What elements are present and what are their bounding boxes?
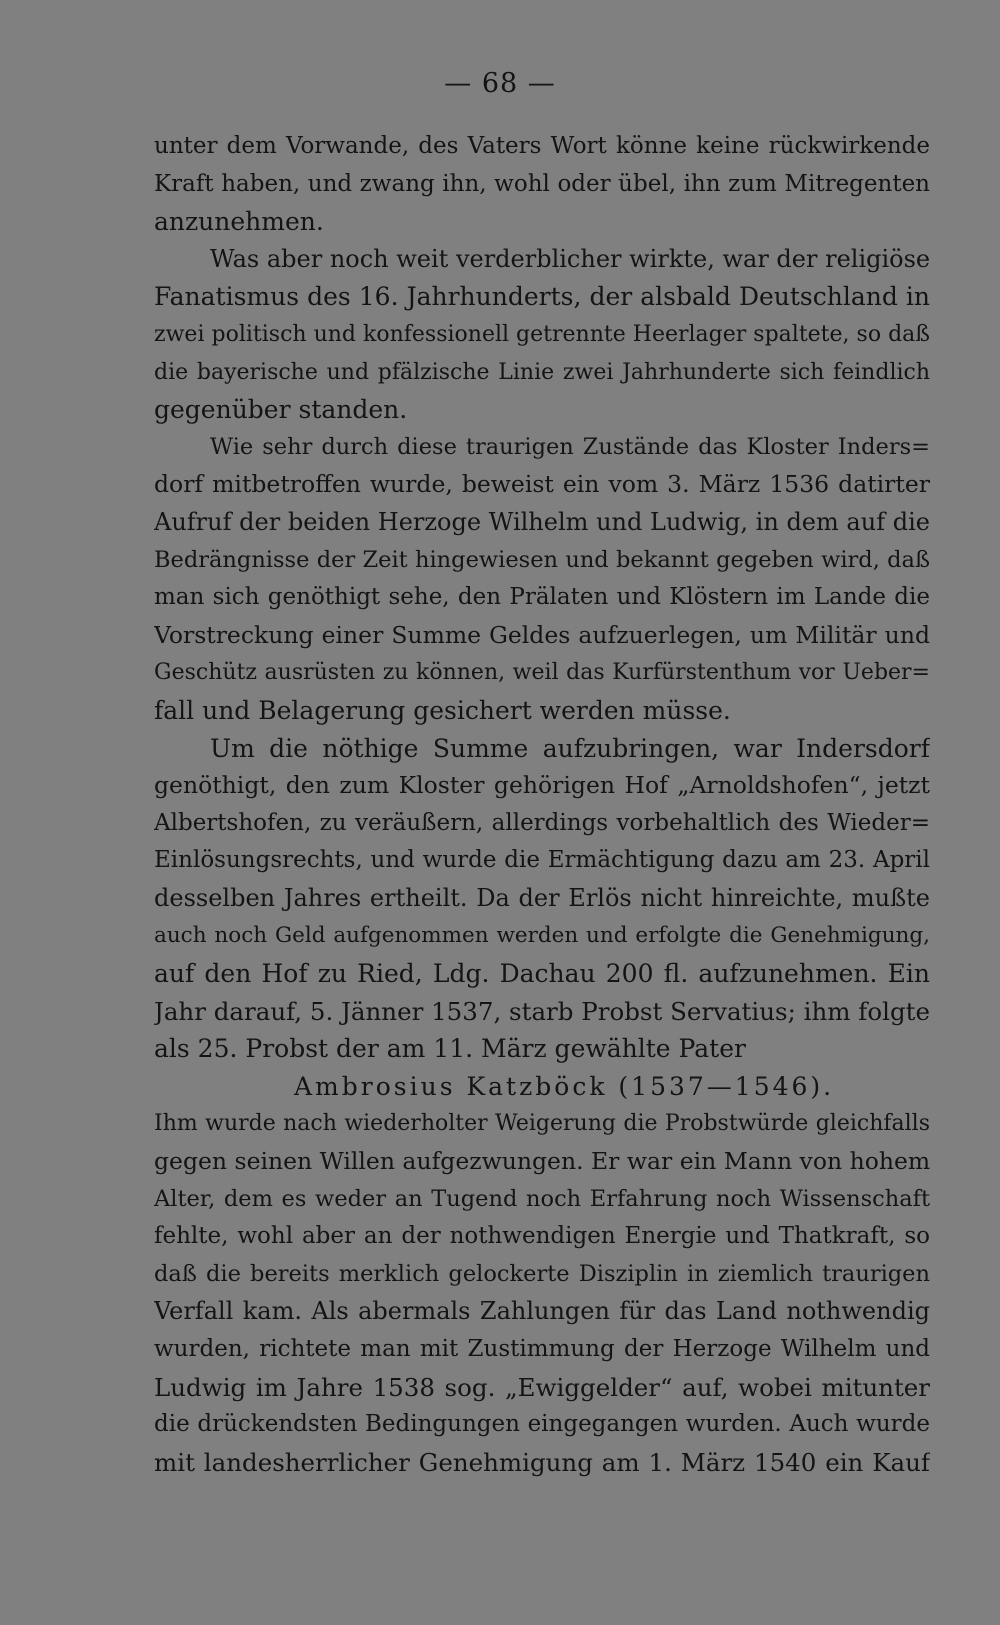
text-line: Verfall kam. Als abermals Zahlungen für das Land nothwendig [154,1297,930,1326]
text-line: Geschütz ausrüsten zu können, weil das Kurfürstenthum vor Ueber= [154,660,930,686]
text-line: Kraft haben, und zwang ihn, wohl oder übel, ihn zum Mitregenten [154,170,930,197]
body-text [154,128,930,1481]
text-line: dorf mitbetroffen wurde, beweist ein vom 3. März 1536 datirter [154,470,930,499]
text-line: die drückendsten Bedingungen eingegangen wurden. Auch wurde [154,1411,930,1438]
text-line: Ambrosius Katzböck (1537—1546). [294,1071,835,1101]
text-line: fall und Belagerung gesichert werden müsse. [154,695,731,725]
text-line: zwei politisch und konfessionell getrennte Heerlager spaltete, so daß [154,321,930,347]
text-line: als 25. Probst der am 11. März gewählte Pater [154,1034,746,1064]
page-number: — 68 — [444,68,556,99]
text-line: desselben Jahres ertheilt. Da der Erlös nicht hinreichte, mußte [154,883,930,912]
text-line: Was aber noch weit verderblicher wirkte, war der religiöse [210,244,930,273]
text-line: gegen seinen Willen aufgezwungen. Er war ein Mann von hohem [154,1147,930,1176]
text-line: Ihm wurde nach wiederholter Weigerung die Probstwürde gleichfalls [154,1111,930,1137]
text-line: unter dem Vorwande, des Vaters Wort könne keine rückwirkende [154,133,930,159]
text-line: Ludwig im Jahre 1538 sog. „Ewiggelder“ auf, wobei mitunter [154,1372,930,1402]
text-line: genöthigt, den zum Kloster gehörigen Hof „Arnoldshofen“, jetzt [154,771,930,800]
text-line: die bayerische und pfälzische Linie zwei Jahrhunderte sich feindlich [154,359,930,385]
text-line: Aufruf der beiden Herzoge Wilhelm und Ludwig, in dem auf die [154,507,930,536]
text-line: anzunehmen. [154,207,324,237]
text-line: Alter, dem es weder an Tugend noch Erfahrung noch Wissenschaft [154,1185,930,1212]
text-line: Bedrängnisse der Zeit hingewiesen und bekannt gegeben wird, daß [154,546,930,573]
text-line: Wie sehr durch diese traurigen Zustände das Kloster Inders= [210,433,930,460]
text-line: Vorstreckung einer Summe Geldes aufzuerlegen, um Militär und [154,620,930,649]
text-line: fehlte, wohl aber an der nothwendigen Energie und Thatkraft, so [154,1223,930,1250]
text-line: Jahr darauf, 5. Jänner 1537, starb Probst Servatius; ihm folgte [154,996,930,1026]
text-line: auch noch Geld aufgenommen werden und erfolgte die Genehmigung, [154,923,930,949]
text-line: mit landesherrlicher Genehmigung am 1. März 1540 ein Kauf [154,1447,930,1477]
text-line: wurden, richtete man mit Zustimmung der Herzoge Wilhelm und [154,1336,930,1362]
text-line: man sich genöthigt sehe, den Prälaten und Klöstern im Lande die [154,584,930,611]
text-line: Albertshofen, zu veräußern, allerdings vorbehaltlich des Wieder= [154,809,930,836]
text-line: gegenüber standen. [154,395,408,425]
text-line: auf den Hof zu Ried, Ldg. Dachau 200 fl. aufzunehmen. Ein [154,959,930,989]
text-line: Einlösungsrechts, und wurde die Ermächtigung dazu am 23. April [154,847,930,874]
text-line: daß die bereits merklich gelockerte Disziplin in ziemlich traurigen [154,1260,930,1287]
text-line: Fanatismus des 16. Jahrhunderts, der alsbald Deutschland in [154,282,930,312]
text-line: Um die nöthige Summe aufzubringen, war Indersdorf [210,733,930,763]
